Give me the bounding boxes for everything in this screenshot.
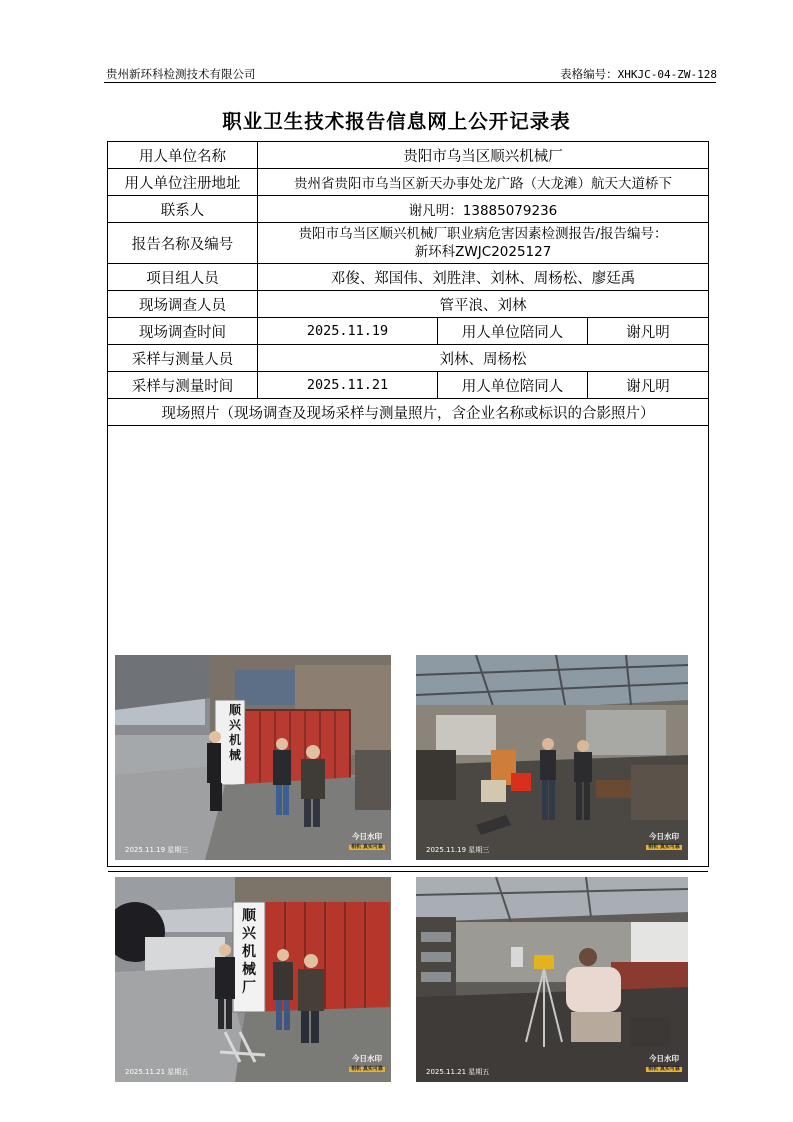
sampling-staff-value: 刘林、周杨松 — [258, 345, 709, 372]
photo-3-watermark-text: 今日水印 — [352, 1054, 382, 1064]
row-photos-label — [108, 399, 709, 426]
sampling-time-value: 2025.11.21 — [258, 372, 438, 399]
survey-time-value: 2025.11.19 — [258, 318, 438, 345]
photo-4-date-stamp: 2025.11.21 星期五 — [426, 1068, 490, 1076]
sampling-escort-label: 用人单位陪同人 — [438, 372, 588, 399]
photo-1-sign-text: 顺兴机械 — [228, 703, 241, 762]
team-label: 项目组人员 — [108, 264, 258, 291]
report-value — [258, 223, 709, 264]
row-survey-time — [108, 318, 709, 345]
row-address — [108, 169, 709, 196]
form-number-label: 表格编号： — [560, 67, 618, 81]
form-number — [560, 66, 717, 82]
sampling-escort-value: 谢凡明 — [588, 372, 709, 399]
report-number: 新环科ZWJC2025127 — [414, 244, 552, 260]
photo-3-watermark-tag: 相机 真实可靠 — [351, 1065, 383, 1072]
survey-escort-value: 谢凡明 — [588, 318, 709, 345]
photo-3-sign-text: 顺兴机械厂 — [242, 908, 256, 996]
sampling-time-label: 采样与测量时间 — [108, 372, 258, 399]
row-contact — [108, 196, 709, 223]
team-value: 邓俊、郑国伟、刘胜津、刘林、周杨松、廖廷禹 — [258, 264, 709, 291]
contact-label: 联系人 — [108, 196, 258, 223]
row-sampling-time — [108, 372, 709, 399]
row-team — [108, 264, 709, 291]
photos-cell — [108, 426, 709, 1076]
survey-time-label: 现场调查时间 — [108, 318, 258, 345]
employer-name-value: 贵阳市乌当区顺兴机械厂 — [258, 142, 709, 169]
sampling-staff-label: 采样与测量人员 — [108, 345, 258, 372]
report-title: 贵阳市乌当区顺兴机械厂职业病危害因素检测报告/报告编号： — [298, 226, 668, 242]
photo-divider-horizontal — [108, 871, 708, 872]
photo-2-watermark-text: 今日水印 — [649, 832, 679, 842]
row-sampling-staff — [108, 345, 709, 372]
survey-staff-value: 管平浪、刘林 — [258, 291, 709, 318]
photo-1-watermark-text: 今日水印 — [352, 832, 382, 842]
photo-entrance-sampling — [115, 877, 391, 1082]
photo-workshop-sampling-image — [416, 877, 688, 1082]
photo-3-watermark — [349, 1055, 385, 1072]
photo-1-watermark — [349, 833, 385, 850]
form-number-code: XHKJC-04-ZW-128 — [617, 68, 717, 81]
photo-4-watermark — [646, 1055, 682, 1072]
address-label: 用人单位注册地址 — [108, 169, 258, 196]
photo-1-watermark-tag: 相机 真实可靠 — [351, 843, 383, 850]
header-rule — [104, 82, 716, 83]
contact-value: 谢凡明：13885079236 — [258, 196, 709, 223]
photo-2-date-stamp: 2025.11.19 星期三 — [426, 846, 490, 854]
photo-2-watermark — [646, 833, 682, 850]
photo-1-date-stamp: 2025.11.19 星期三 — [125, 846, 189, 854]
address-value: 贵州省贵阳市乌当区新天办事处龙广路（大龙滩）航天大道桥下 — [258, 169, 709, 196]
row-photos — [108, 426, 709, 867]
photo-workshop-sampling — [416, 877, 688, 1082]
row-employer-name — [108, 142, 709, 169]
photo-2-watermark-tag: 相机 真实可靠 — [648, 843, 680, 850]
employer-name-label: 用人单位名称 — [108, 142, 258, 169]
row-survey-staff — [108, 291, 709, 318]
photo-4-watermark-tag: 相机 真实可靠 — [648, 1065, 680, 1072]
photos-label: 现场照片（现场调查及现场采样与测量照片，含企业名称或标识的合影照片） — [108, 399, 709, 426]
report-label: 报告名称及编号 — [108, 223, 258, 264]
photo-4-watermark-text: 今日水印 — [649, 1054, 679, 1064]
company-name: 贵州新环科检测技术有限公司 — [106, 67, 256, 81]
survey-staff-label: 现场调查人员 — [108, 291, 258, 318]
row-report — [108, 223, 709, 264]
photo-3-date-stamp: 2025.11.21 星期五 — [125, 1068, 189, 1076]
page-title: 职业卫生技术报告信息网上公开记录表 — [222, 110, 571, 133]
photo-workshop-survey-image — [416, 655, 688, 860]
photo-workshop-survey — [416, 655, 688, 860]
photo-entrance-survey — [115, 655, 391, 860]
photo-entrance-survey-image — [115, 655, 391, 860]
record-table — [107, 141, 709, 1076]
survey-escort-label: 用人单位陪同人 — [438, 318, 588, 345]
